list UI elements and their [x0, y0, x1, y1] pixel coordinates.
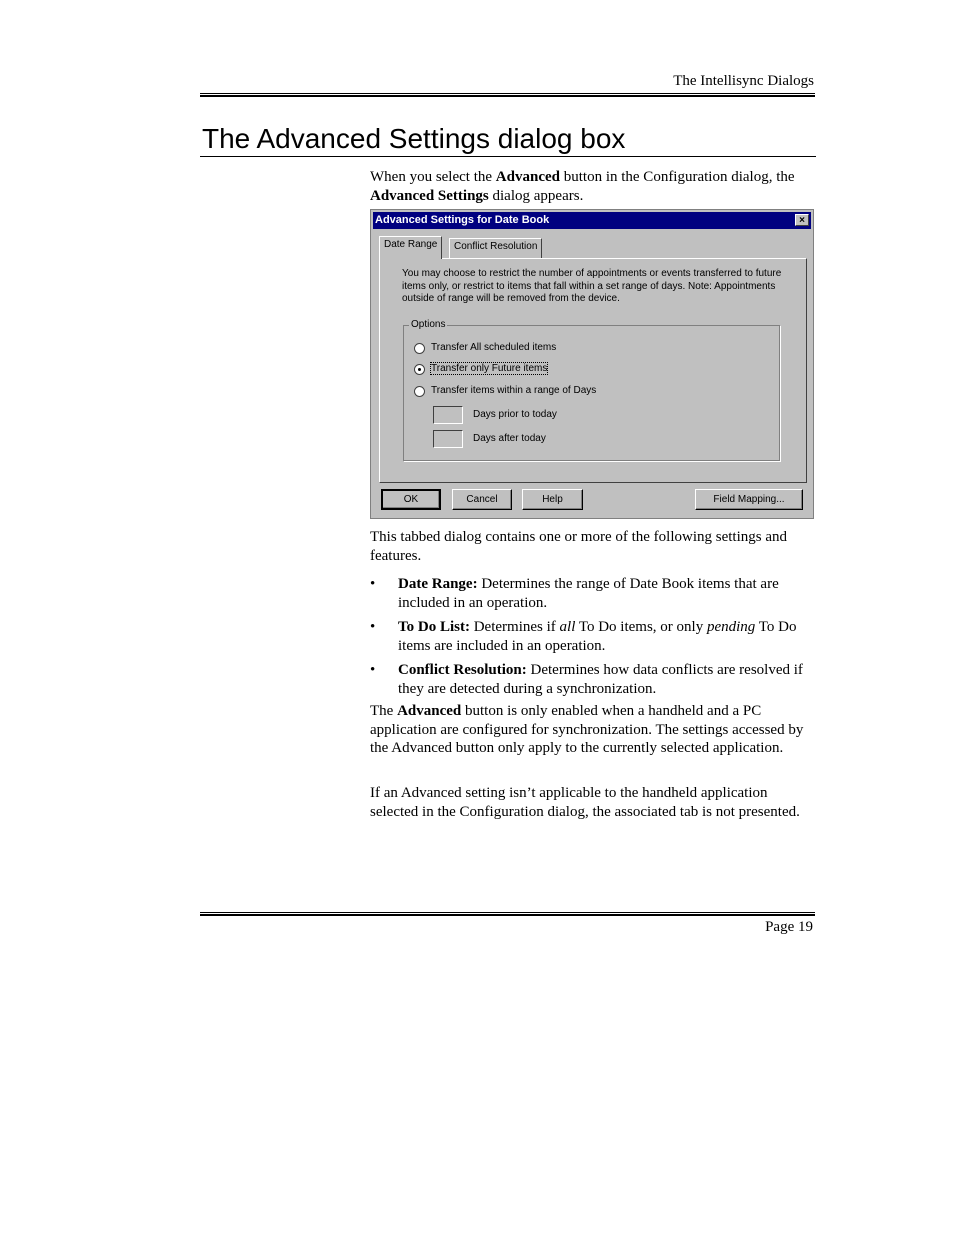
days-after-input[interactable]: [433, 430, 463, 448]
page-number: Page 19: [765, 919, 813, 935]
running-head: The Intellisync Dialogs: [673, 73, 814, 89]
radio-label: Transfer only Future items: [431, 363, 548, 374]
applicability-paragraph: If an Advanced setting isn’t applicable to the handheld application selected in the Configuration dialog, the associated tab is not presented.: [370, 785, 800, 820]
options-legend: Options: [411, 319, 446, 330]
radio-button[interactable]: [414, 364, 425, 375]
bullet-glyph: •: [370, 619, 376, 635]
days-prior-label: Days prior to today: [473, 409, 557, 420]
ok-button[interactable]: OK: [381, 489, 441, 510]
page-title: The Advanced Settings dialog box: [202, 123, 626, 154]
feature-bullets: [370, 575, 816, 698]
help-button[interactable]: Help: [522, 489, 583, 510]
days-after-label: Days after today: [473, 433, 546, 444]
list-item: • Date Range: Determines the range of Date Book items that are included in an operation.: [370, 576, 779, 611]
intro-paragraph: When you select the Advanced button in the Configuration dialog, the Advanced Settings dialog appears.: [370, 169, 795, 204]
bullet-glyph: •: [370, 662, 376, 678]
tab-conflict-resolution[interactable]: Conflict Resolution: [449, 238, 542, 258]
list-item: • To Do List: Determines if all To Do items, or only pending To Do items are included in an operation.: [370, 619, 797, 654]
footer-rule: [200, 912, 815, 916]
days-prior-input[interactable]: [433, 406, 463, 424]
date-range-description: You may choose to restrict the number of appointments or events transferred to future items only, or restrict to items that fall within a set range of days. Note: Appointments outside of range will be removed from the device.: [402, 268, 782, 304]
cancel-button[interactable]: Cancel: [452, 489, 512, 510]
features-intro: This tabbed dialog contains one or more of the following settings and features.: [370, 529, 787, 564]
bullet-glyph: •: [370, 576, 376, 592]
radio-button[interactable]: [414, 386, 425, 397]
title-rule: [200, 156, 816, 157]
radio-button[interactable]: [414, 343, 425, 354]
dialog-title: Advanced Settings for Date Book: [375, 214, 550, 226]
close-icon[interactable]: ×: [795, 214, 809, 226]
radio-label: Transfer items within a range of Days: [431, 385, 597, 396]
header-rule: [200, 93, 815, 97]
advanced-button-paragraph: The Advanced button is only enabled when a handheld and a PC application are configured for synchronization. The settings accessed by the Advanced button only apply to the currently selected application.: [370, 703, 804, 756]
list-item: • Conflict Resolution: Determines how data conflicts are resolved if they are detected during a synchronization.: [370, 662, 803, 697]
field-mapping-button[interactable]: Field Mapping...: [695, 489, 803, 510]
radio-label: Transfer All scheduled items: [431, 342, 557, 353]
advanced-settings-dialog: [370, 209, 814, 519]
tab-date-range[interactable]: Date Range: [379, 236, 442, 259]
dialog-titlebar: [373, 212, 811, 229]
